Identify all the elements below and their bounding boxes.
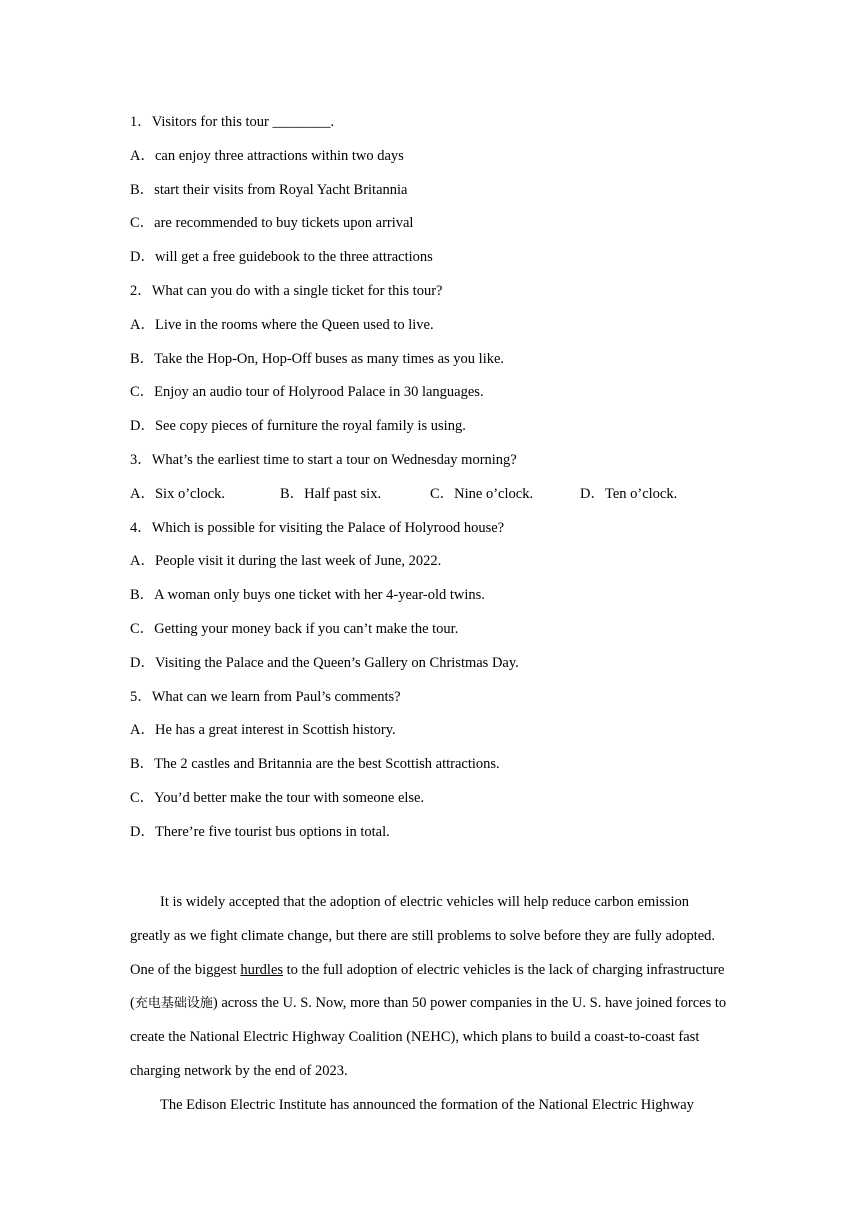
options-row [130,482,730,516]
option-d: D．Ten o’clock. [580,485,678,502]
question-stem: 3．What’s the earliest time to start a tour on Wednesday morning? [130,451,517,468]
reading-passage [130,886,730,1123]
option-c: C．are recommended to buy tickets upon arrival [130,215,414,232]
question-stem: 5．What can we learn from Paul’s comments? [130,688,401,705]
question-stem: 2．What can you do with a single ticket for this tour? [130,282,443,299]
option-b: B．start their visits from Royal Yacht Britannia [130,181,408,198]
option-a: A．can enjoy three attractions within two days [130,147,404,164]
option-d: D．Visiting the Palace and the Queen’s Gallery on Christmas Day. [130,654,519,671]
underlined-word: hurdles [240,961,284,978]
question-list [130,110,730,854]
option-d: D．See copy pieces of furniture the royal family is using. [130,418,466,435]
chinese-gloss: 充电基础设施 [134,996,213,1012]
option-c: C．You’d better make the tour with someone else. [130,789,425,806]
option-a: A．He has a great interest in Scottish history. [130,722,396,739]
option-d: D．will get a free guidebook to the three attractions [130,249,433,266]
passage-paragraph: The Edison Electric Institute has announced the formation of the National Electric Highway [160,1096,694,1113]
option-c: C．Enjoy an audio tour of Holyrood Palace in 30 languages. [130,384,484,401]
option-a: A．People visit it during the last week of June, 2022. [130,553,442,570]
option-b: B．The 2 castles and Britannia are the best Scottish attractions. [130,756,500,773]
option-a: A．Six o’clock. [130,485,226,502]
option-b: B．A woman only buys one ticket with her 4-year-old twins. [130,587,485,604]
question-stem: 4．Which is possible for visiting the Palace of Holyrood house? [130,519,505,536]
passage-text: ) across the U. S. Now, more than 50 power companies in the U. S. have joined forces to create the National Electric Highway Coalition (NEHC), which plans to build a coast-to-coast fast charging network by the end of 2023. [130,995,727,1079]
passage-text: It is widely accepted that the adoption of electric vehicles will help reduce carbon emission greatly as we fight climate change, but there are still problems to solve before they are fully adopted. One of the biggest [130,894,716,978]
passage-paragraph [130,886,730,1089]
option-c: C．Nine o’clock. [430,485,534,502]
option-d: D．There’re five tourist bus options in total. [130,823,390,840]
passage-text: to the full adoption of electric vehicles is the lack of charging infrastructure ( [130,961,725,1012]
option-a: A．Live in the rooms where the Queen used to live. [130,316,434,333]
option-c: C．Getting your money back if you can’t make the tour. [130,620,459,637]
question-stem: 1．Visitors for this tour ________. [130,114,335,130]
option-b: B．Half past six. [280,485,382,502]
option-b: B．Take the Hop-On, Hop-Off buses as many times as you like. [130,350,505,367]
